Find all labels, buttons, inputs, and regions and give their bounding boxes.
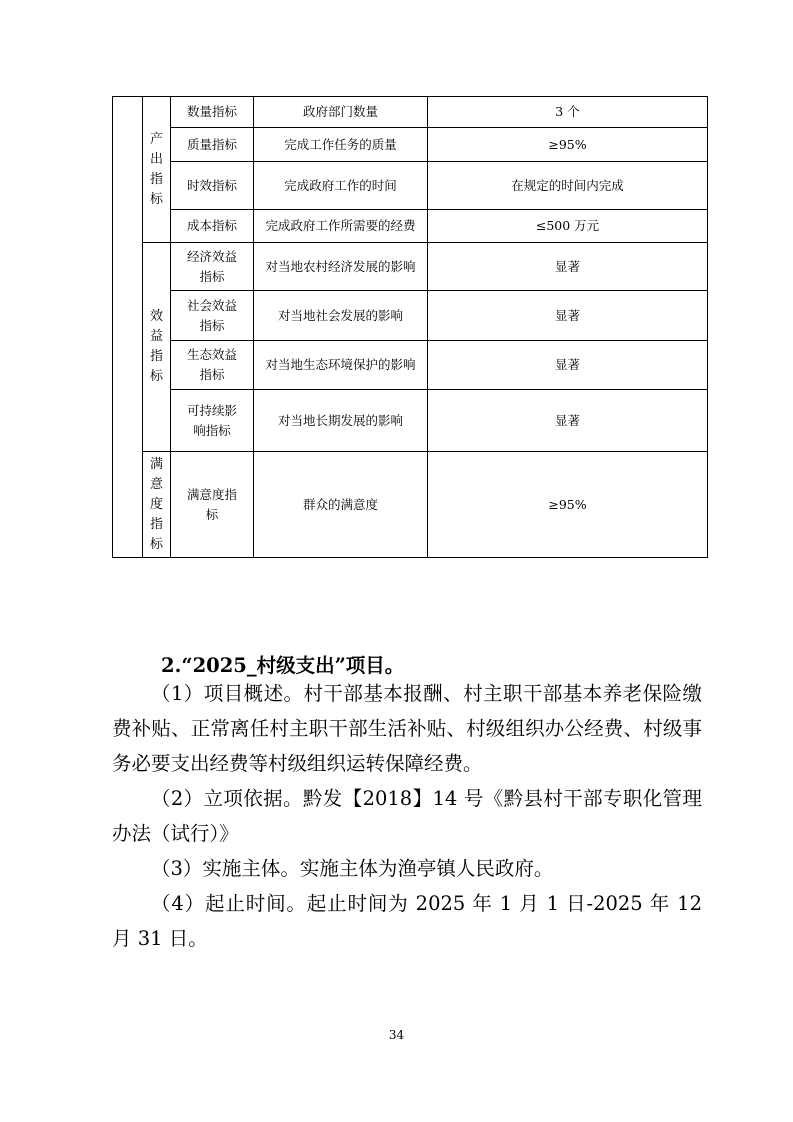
indicator-name: 时效指标	[171, 162, 254, 210]
indicator-name: 满意度指 标	[171, 452, 254, 558]
performance-indicator-table	[112, 96, 708, 558]
indicator-name: 质量指标	[171, 128, 254, 162]
satisfaction-indicator-group-label: 满 意 度 指 标	[143, 452, 171, 558]
indicator-content: 完成政府工作的时间	[254, 162, 428, 210]
indicator-content: 对当地生态环境保护的影响	[254, 341, 428, 390]
indicator-value: ≥95%	[428, 452, 708, 558]
table-row	[113, 243, 708, 291]
indicator-value: ≤500 万元	[428, 210, 708, 243]
table-row	[113, 452, 708, 558]
paragraph-period: （4）起止时间。起止时间为 2025 年 1 月 1 日-2025 年 12 月 31 日。	[112, 892, 702, 950]
indicator-value: 3 个	[428, 97, 708, 128]
table-row	[113, 97, 708, 128]
section-heading: 2.“2025_村级支出”项目。	[161, 654, 405, 677]
paragraph-basis: （2）立项依据。黔发【2018】14 号《黔县村干部专职化管理办法（试行）》	[112, 787, 702, 845]
indicator-value: 在规定的时间内完成	[428, 162, 708, 210]
indicator-content: 对当地农村经济发展的影响	[254, 243, 428, 291]
indicator-content: 对当地社会发展的影响	[254, 291, 428, 341]
indicator-content: 政府部门数量	[254, 97, 428, 128]
indicator-value: 显著	[428, 390, 708, 452]
benefit-indicator-group-label: 效 益 指 标	[143, 243, 171, 452]
table-row	[113, 210, 708, 243]
indicator-name: 可持续影 响指标	[171, 390, 254, 452]
indicator-value: ≥95%	[428, 128, 708, 162]
table-row	[113, 162, 708, 210]
table-row	[113, 128, 708, 162]
table-row	[113, 291, 708, 341]
output-indicator-group-label: 产 出 指 标	[143, 97, 171, 243]
indicator-name: 数量指标	[171, 97, 254, 128]
level1-indicator-cell	[113, 97, 143, 558]
paragraph-overview: （1）项目概述。村干部基本报酬、村主职干部基本养老保险缴费补贴、正常离任村主职干部生活补贴、村级组织办公经费、村级事务必要支出经费等村级组织运转保障经费。	[112, 682, 702, 775]
indicator-content: 完成政府工作所需要的经费	[254, 210, 428, 243]
indicator-name: 生态效益 指标	[171, 341, 254, 390]
indicator-value: 显著	[428, 341, 708, 390]
table-row	[113, 341, 708, 390]
indicator-content: 群众的满意度	[254, 452, 428, 558]
table-row	[113, 390, 708, 452]
indicator-name: 社会效益 指标	[171, 291, 254, 341]
indicator-name: 经济效益 指标	[171, 243, 254, 291]
indicator-content: 对当地长期发展的影响	[254, 390, 428, 452]
page-number: 34	[388, 1028, 405, 1042]
indicator-value: 显著	[428, 243, 708, 291]
indicator-content: 完成工作任务的质量	[254, 128, 428, 162]
indicator-name: 成本指标	[171, 210, 254, 243]
paragraph-implementer: （3）实施主体。实施主体为渔亭镇人民政府。	[151, 857, 554, 880]
indicator-value: 显著	[428, 291, 708, 341]
